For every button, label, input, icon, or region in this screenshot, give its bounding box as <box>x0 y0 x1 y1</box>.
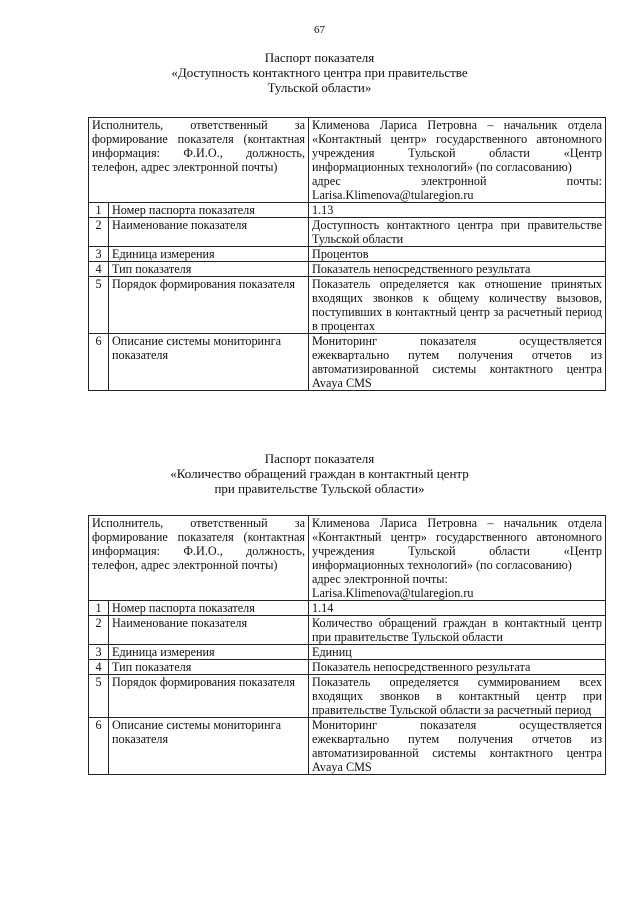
row-value: 1.14 <box>309 601 606 616</box>
row-value: Единиц <box>309 645 606 660</box>
executor-label-cell <box>89 118 309 203</box>
table-row <box>89 262 606 277</box>
row-value: Показатель определяется как отношение принятых входящих звонков к общему количеству вызовов, поступивших в контактный центр за расчетный период в процентах <box>309 277 606 334</box>
table-row <box>89 247 606 262</box>
table-row <box>89 277 606 334</box>
executor-value-cell <box>309 516 606 601</box>
row-number: 4 <box>89 262 109 277</box>
table-row <box>89 218 606 247</box>
table-row <box>89 601 606 616</box>
row-number: 3 <box>89 247 109 262</box>
table-row <box>89 203 606 218</box>
row-label: Единица измерения <box>109 247 309 262</box>
passport-1-title <box>60 50 579 95</box>
passport-1-name-line1: «Доступность контактного центра при правительстве <box>171 65 468 80</box>
table-row <box>89 718 606 775</box>
row-label: Наименование показателя <box>109 616 309 645</box>
row-label: Тип показателя <box>109 262 309 277</box>
passport-2-name-line2: при правительстве Тульской области» <box>214 481 425 496</box>
row-number: 6 <box>89 718 109 775</box>
executor-label-cell <box>89 516 309 601</box>
page-number: 67 <box>314 24 325 36</box>
row-label: Наименование показателя <box>109 218 309 247</box>
row-number: 3 <box>89 645 109 660</box>
row-number: 5 <box>89 675 109 718</box>
row-label: Порядок формирования показателя <box>109 277 309 334</box>
row-label: Порядок формирования показателя <box>109 675 309 718</box>
row-number: 1 <box>89 601 109 616</box>
passport-2-heading: Паспорт показателя <box>264 451 375 466</box>
row-value: Доступность контактного центра при правительстве Тульской области <box>309 218 606 247</box>
executor-label: Исполнитель, ответственный за формирование показателя (контактная информация: Ф.И.О., должность, телефон, адрес электронной почты) <box>92 516 306 572</box>
table-row <box>89 645 606 660</box>
passport-1-name-line2: Тульской области» <box>267 80 372 95</box>
table-row <box>89 660 606 675</box>
row-value: Мониторинг показателя осуществляется ежеквартально путем получения отчетов из автоматизированной системы контактного центра Avaya CMS <box>309 334 606 391</box>
passport-1-heading: Паспорт показателя <box>264 50 375 65</box>
row-label: Единица измерения <box>109 645 309 660</box>
row-number: 2 <box>89 616 109 645</box>
executor-value-cell <box>309 118 606 203</box>
row-number: 4 <box>89 660 109 675</box>
email-address: Larisa.Klimenova@tularegion.ru <box>312 188 474 202</box>
row-label: Номер паспорта показателя <box>109 203 309 218</box>
row-value: Показатель непосредственного результата <box>309 262 606 277</box>
table-row <box>89 516 606 601</box>
passport-2-name-line1: «Количество обращений граждан в контактный центр <box>170 466 469 481</box>
row-number: 6 <box>89 334 109 391</box>
table-row <box>89 334 606 391</box>
row-label: Описание системы мониторинга показателя <box>109 718 309 775</box>
row-value: Мониторинг показателя осуществляется ежеквартально путем получения отчетов из автоматизированной системы контактного центра Avaya CMS <box>309 718 606 775</box>
passport-1-table <box>88 117 606 391</box>
row-label: Тип показателя <box>109 660 309 675</box>
email-label: адрес электронной почты: <box>312 572 448 586</box>
passport-2-table <box>88 515 606 775</box>
email-label: адрес электронной почты: <box>312 174 603 188</box>
row-value: Процентов <box>309 247 606 262</box>
row-value: Показатель определяется суммированием всех входящих звонков в контактный центр при правительстве Тульской области за расчетный период <box>309 675 606 718</box>
row-value: Количество обращений граждан в контактный центр при правительстве Тульской области <box>309 616 606 645</box>
executor-value: Клименова Лариса Петровна – начальник отдела «Контактный центр» государственного автономного учреждения Тульской области «Центр информационных технологий» (по согласованию) <box>312 118 603 174</box>
passport-2-title <box>60 451 579 496</box>
row-number: 2 <box>89 218 109 247</box>
row-number: 1 <box>89 203 109 218</box>
row-value: 1.13 <box>309 203 606 218</box>
row-number: 5 <box>89 277 109 334</box>
row-value: Показатель непосредственного результата <box>309 660 606 675</box>
row-label: Описание системы мониторинга показателя <box>109 334 309 391</box>
table-row <box>89 616 606 645</box>
row-label: Номер паспорта показателя <box>109 601 309 616</box>
table-row <box>89 675 606 718</box>
email-address: Larisa.Klimenova@tularegion.ru <box>312 586 474 600</box>
executor-value: Клименова Лариса Петровна – начальник отдела «Контактный центр» государственного автономного учреждения Тульской области «Центр информационных технологий» (по согласованию) <box>312 516 603 572</box>
executor-label: Исполнитель, ответственный за формирование показателя (контактная информация: Ф.И.О., должность, телефон, адрес электронной почты) <box>92 118 306 174</box>
table-row <box>89 118 606 203</box>
